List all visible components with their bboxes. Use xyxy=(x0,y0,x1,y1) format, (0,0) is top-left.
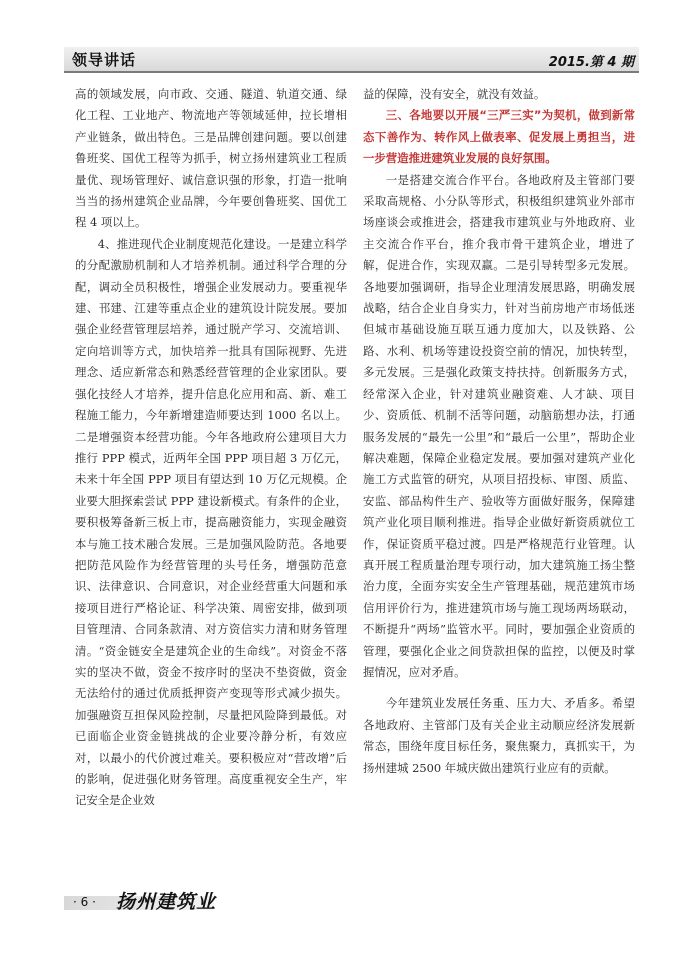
right-column xyxy=(363,84,635,779)
issue-label: 2015.第 4 期 xyxy=(548,55,634,70)
paragraph: 一是搭建交流合作平台。各地政府及主管部门要采取高规格、小分队等形式，积极组织建筑业外部市场座谈会或推进会，搭建我市建筑业与外地政府、业主交流合作平台，推介我市骨干建筑企业，增进了解，促进合作，实现双赢。二是引导转型多元发展。各地要加强调研，指导企业理清发展思路，明确发展战略，结合企业自身实力，针对当前房地产市场低迷但城市基础设施互联互通力度加大，以及铁路、公路、水利、机场等建设投资空前的情况，加快转型，多元发展。三是强化政策支持扶持。创新服务方式，经常深入企业，针对建筑业融资难、人才缺、项目少、资质低、机制不活等问题，动脑筋想办法，打通服务发展的“最先一公里”和“最后一公里”，帮助企业解决难题，保障企业稳定发展。要加强对建筑产业化施工方式监管的研究，从项目招投标、审图、质监、安监、部品构件生产、验收等方面做好服务，保障建筑产业化项目顺利推进。指导企业做好新资质就位工作，保证资质平稳过渡。四是严格规范行业管理。认真开展工程质量治理专项行动，加大建筑施工扬尘整治力度，全面夯实安全生产管理基础，规范建筑市场信用评价行为，推进建筑市场与施工现场两场联动，不断提升“两场”监管水平。同时，要加强企业资质的管理，要强化企业之间贷款担保的监控，以便及时掌握情况，应对矛盾。 xyxy=(363,172,635,679)
page-number: · 6 · xyxy=(73,895,96,909)
paragraph: 高的领域发展，向市政、交通、隧道、轨道交通、绿化工程、工业地产、物流地产等领域延伸，拉长增相产业链条，做出特色。三是品牌创建问题。要以创建鲁班奖、国优工程等为抓手，树立扬州建筑业工程质量优、现场管理好、诚信意识强的形象，打造一批响当当的扬州建筑企业品牌，今年要创鲁班奖、国优工程 4 项以上。 xyxy=(75,87,347,230)
magazine-logo: 扬州建筑业 xyxy=(116,891,217,913)
paragraph: 今年建筑业发展任务重、压力大、矛盾多。希望各地政府、主管部门及有关企业主动顺应经济发展新常态，围绕年度目标任务，聚焦聚力，真抓实干，为扬州建城 2500 年城庆做出建筑行业应有的贡献。 xyxy=(363,696,635,775)
section-heading: 三、各地要以开展“三严三实”为契机，做到新常态下善作为、转作风上做表率、促发展上勇担当，进一步营造推进建筑业发展的良好氛围。 xyxy=(363,108,635,166)
paragraph: 4、推进现代企业制度规范化建设。一是建立科学的分配激励机制和人才培养机制。通过科学合理的分配，调动全员积极性，增强企业发展动力。要重视华建、邗建、江建等重点企业的建筑设计院发展。要加强企业经营管理层培养，通过脱产学习、交流培训、定向培训等方式，加快培养一批具有国际视野、先进理念、适应新常态和熟悉经营管理的企业家团队。要强化技经人才培养，提升信息化应用和高、新、难工程施工能力，今年新增建造师要达到 1000 名以上。二是增强资本经营功能。今年各地政府公建项目大力推行 PPP 模式，近两年全国 PPP 项目超 3 万亿元，未来十年全国 PPP 项目有望达到 10 万亿元规模。企业要大胆探索尝试 PPP 建设新模式。有条件的企业，要积极筹备新三板上市，提高融资能力，实现金融资本与施工技术融合发展。三是加强风险防范。各地要把防范风险作为经营管理的头号任务，增强防范意识、法律意识、合同意识，对企业经营重大问题和承接项目进行严格论证、科学决策、周密安排，做到项目管理清、合同条款清、对方资信实力清和财务管理清。“资金链安全是建筑企业的生命线”。对资金不落实的坚决不做，资金不按序时的坚决不垫资做，资金无法给付的通过优质抵押资产变现等形式减少损失。加强融资互担保风险控制，尽量把风险降到最低。对已面临企业资金链挑战的企业要冷静分析，有效应对，以最小的代价渡过难关。要积极应对“营改增”后的影响，促进强化财务管理。高度重视安全生产，牢记安全是企业效 xyxy=(75,236,347,808)
left-column xyxy=(75,84,347,812)
section-title: 领导讲话 xyxy=(72,51,137,69)
paragraph: 益的保障，没有安全，就没有效益。 xyxy=(363,87,546,101)
